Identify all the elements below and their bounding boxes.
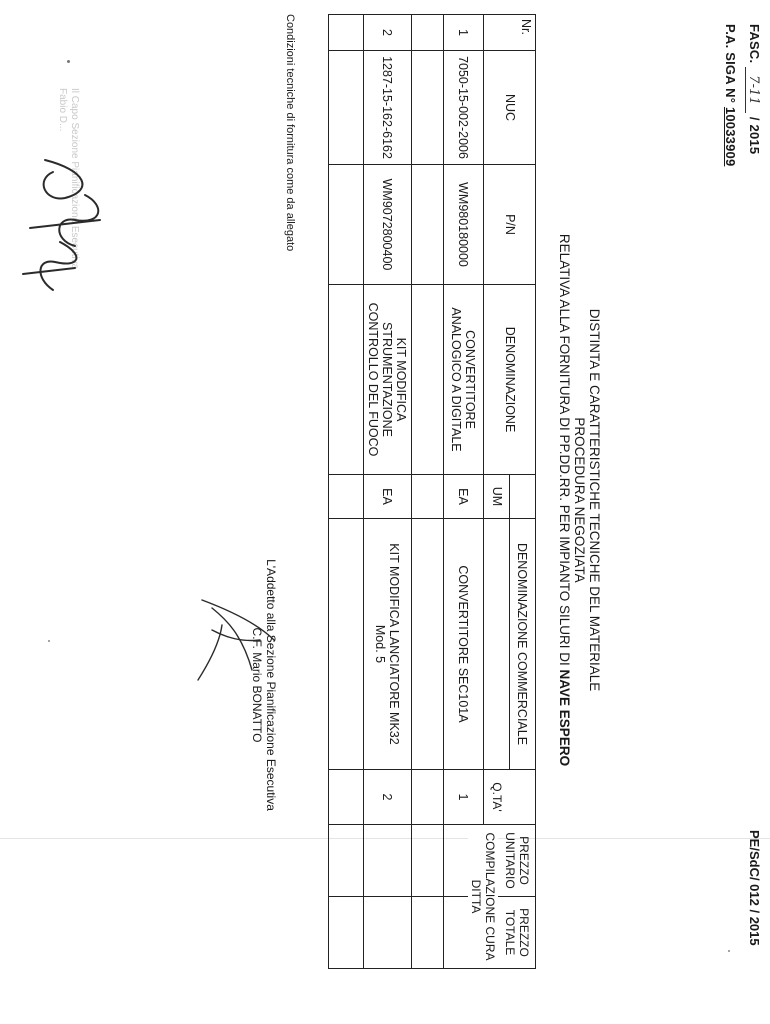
row-2-um: EA [380,488,395,505]
row-1-prezzo-unitario [412,825,443,896]
faint-stamp-line-1: Il Capo Sezione Pianificazione Esecutiva [69,88,80,270]
header-denominazione-commerciale: DENOMINAZIONE COMMERCIALE [515,542,529,746]
signature-name: C.F. Mario BONATTO [250,627,264,743]
document-title [557,150,602,850]
row-2-qta: 2 [380,793,395,801]
signature-title: L'Addetto alla Sezione Pianificazione Esecutiva [264,559,278,811]
header-prezzo-totale: PREZZO TOTALE [503,908,531,957]
row-1-pn: WM980180000 [456,182,471,267]
header-pn: P/N [503,214,517,235]
header-compilazione: COMPILAZIONE CURA DITTA [468,825,498,968]
handwritten-signature [192,580,282,690]
row-2-prezzo-unitario [329,825,363,896]
row-2-nuc: 1287-15-162-6162 [380,56,395,159]
scan-speck [48,640,50,642]
row-2-prezzo-totale [329,897,363,968]
header-qta: Q.TA' [490,782,504,812]
faint-stamp-line-2: Fabio D... [57,88,68,132]
scan-speck [67,60,70,63]
fasc-line [745,24,762,154]
row-1-denominazione: CONVERTITORE ANALOGICO A DIGITALE [449,307,478,452]
col-border-right [328,968,536,969]
row-1-qta: 1 [456,793,471,801]
ship-name: NAVE ESPERO [557,669,572,767]
fasc-label: FASC. [747,24,762,64]
header-nr: Nr. [519,19,533,35]
fasc-year: / 2015 [747,116,762,155]
conditions-note: Condizioni tecniche di fornitura come da allegato [284,14,296,252]
title-line-2: PROCEDURA NEGOZIATA [572,417,587,583]
header-um: UM [490,486,504,507]
chief-signature [15,150,115,300]
header-nuc: NUC [503,93,517,122]
row-1-nuc: 7050-15-002-2006 [456,56,471,159]
row-2-pn: WM9072800400 [380,178,395,271]
title-line-1: DISTINTA E CARATTERISTICHE TECNICHE DEL MATERIALE [587,308,602,692]
scan-speck [728,950,730,952]
materials-table [328,14,536,969]
siga-number: 10033909 [723,106,738,167]
row-2-denominazione-commerciale: KIT MODIFICA LANCIATORE MK32 Mod. 5 [373,543,402,745]
row-1-um: EA [456,488,471,505]
row-2-nr: 2 [380,29,395,36]
col-divider [328,518,536,519]
title-line-3-text: RELATIVA ALLA FORNITURA DI PP.DD.RR. PER IMPIANTO SILURI DI [557,233,572,666]
header-denominazione: DENOMINAZIONE [503,326,517,433]
row-1-prezzo-totale [412,897,443,968]
row-1-nr: 1 [456,29,471,36]
row-2-denominazione: KIT MODIFICA STRUMENTAZIONE CONTROLLO DEL FUOCO [366,302,409,457]
title-line-3 [557,150,572,850]
document-reference: PE/SdC/ 012 / 2015 [747,830,762,946]
row-1-denominazione-commerciale: CONVERTITORE SEC101A [456,565,471,723]
header-prezzo-unitario: PREZZO UNITARIO [503,832,531,889]
siga-label: P.A. SIGA N° [723,24,738,104]
fasc-number: 7-11 [745,67,761,113]
siga-line [723,24,738,166]
